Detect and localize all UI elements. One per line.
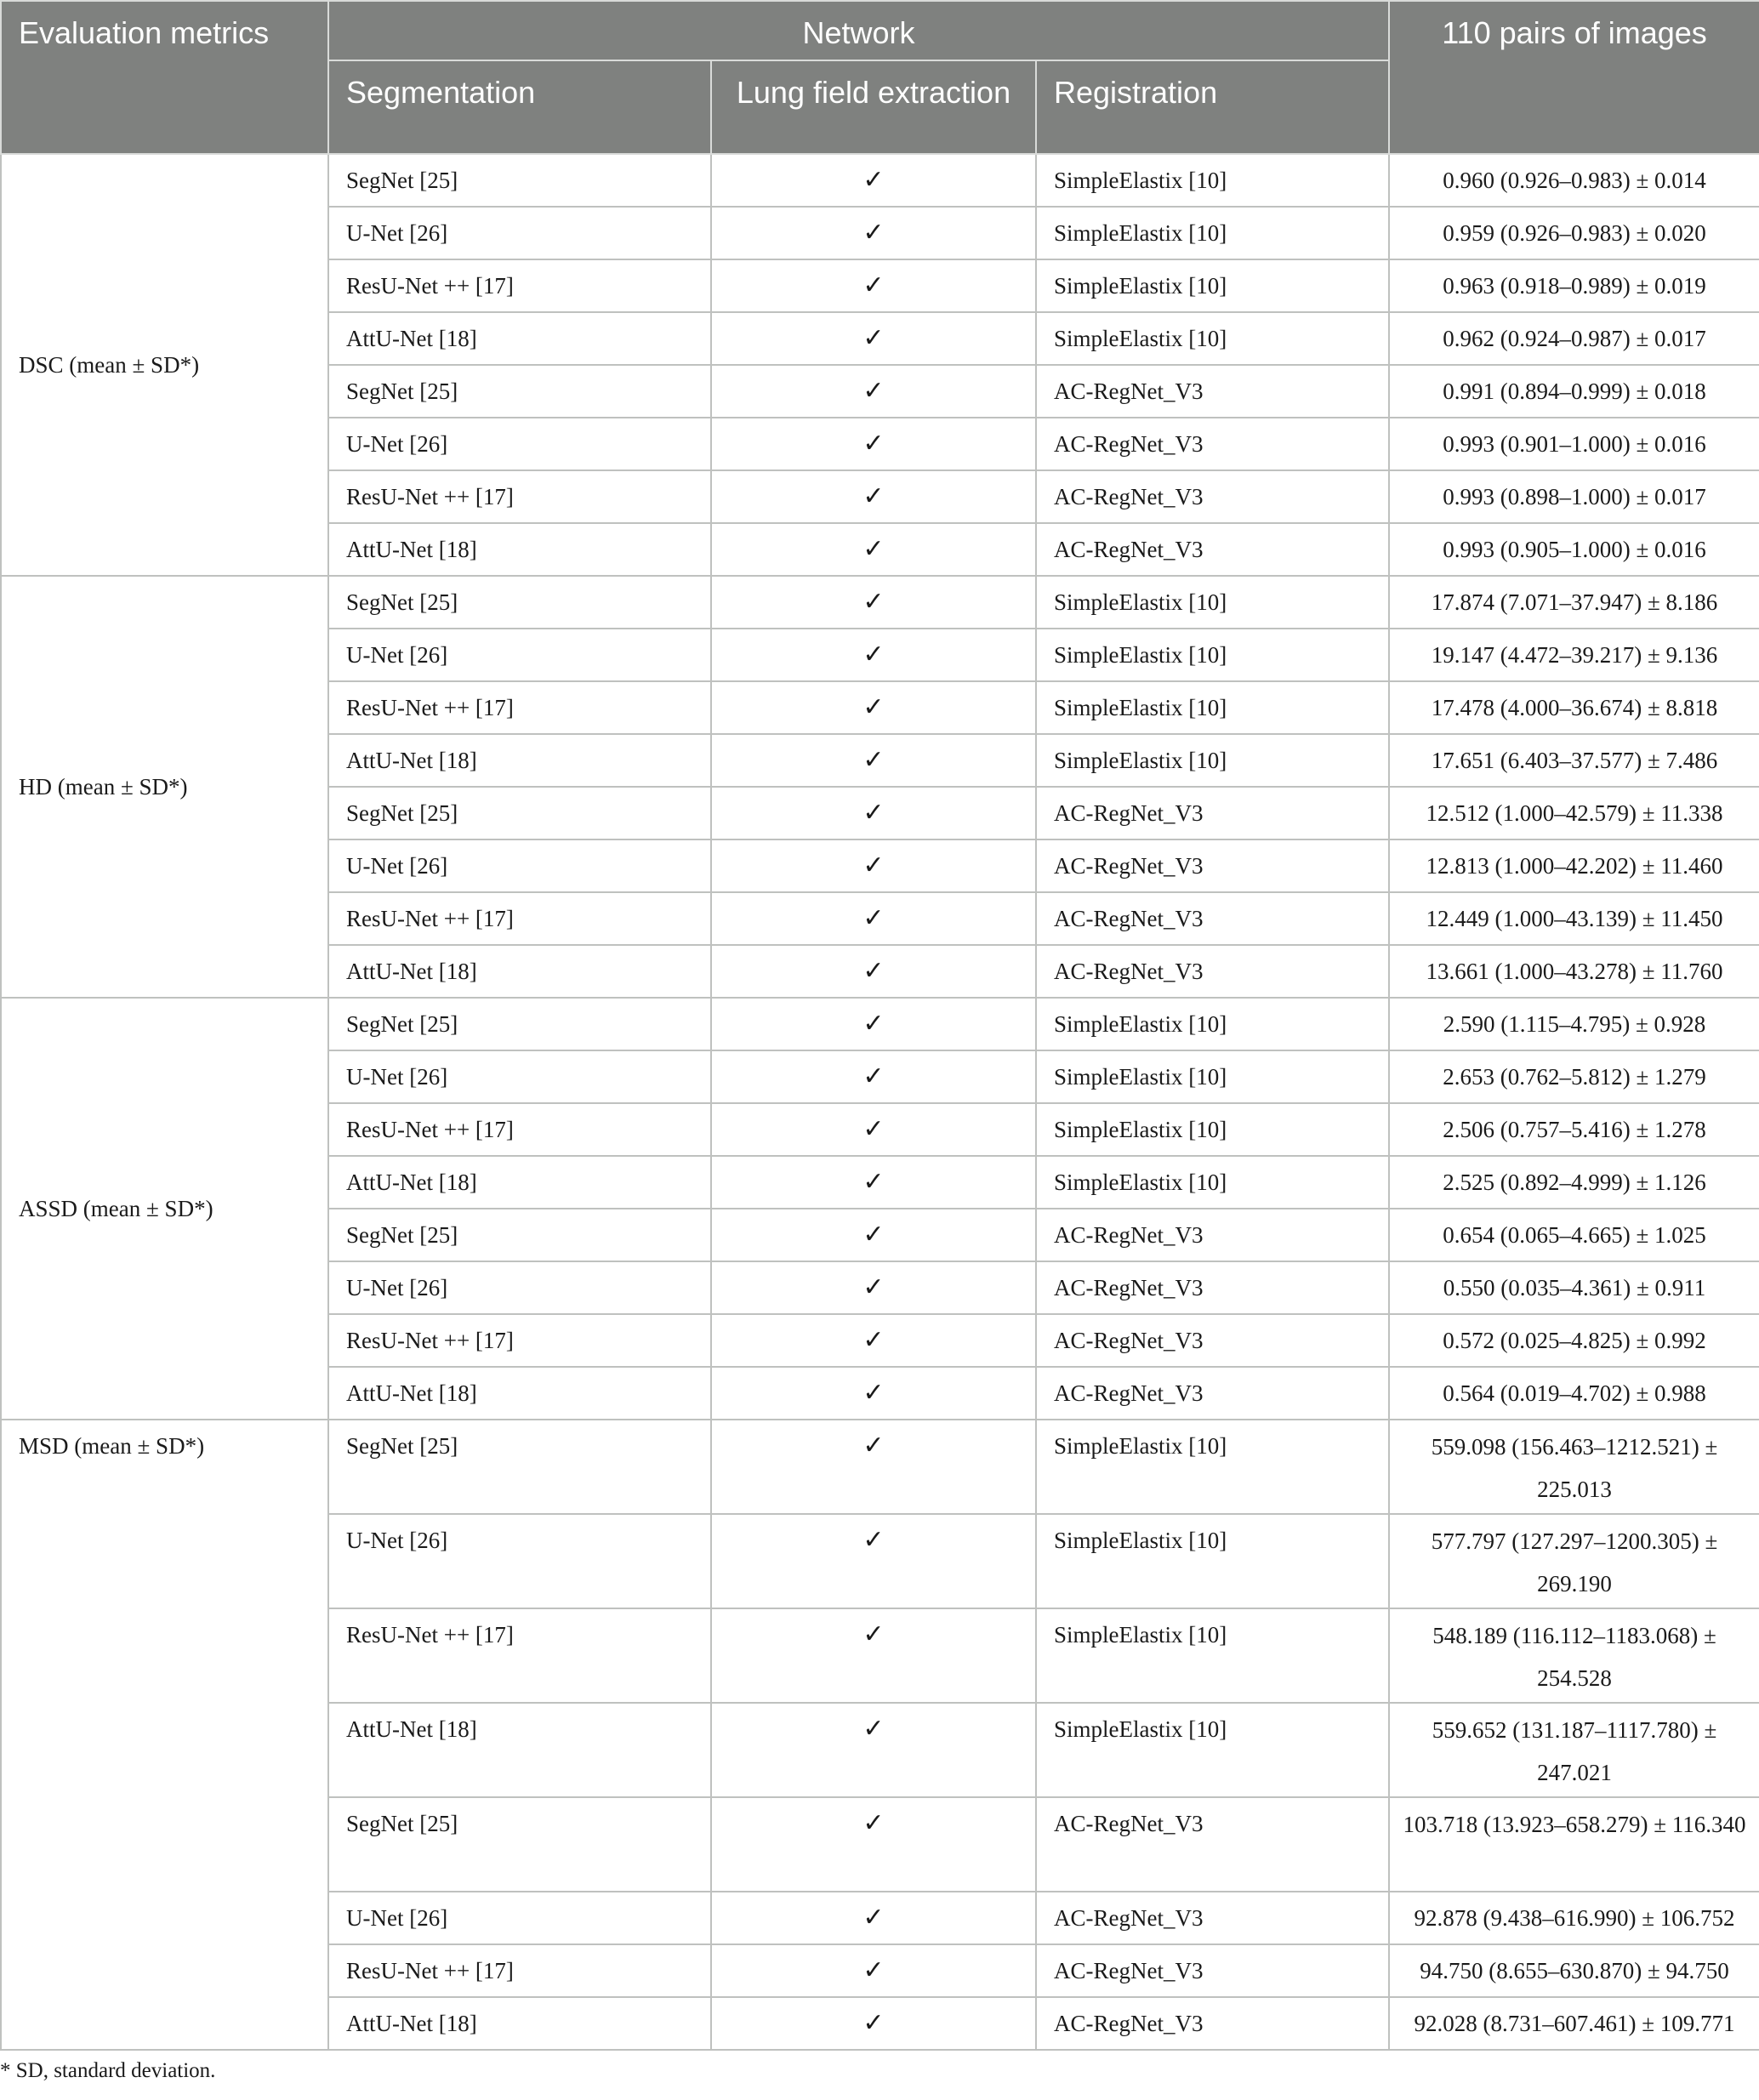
metric-value-cell: 2.653 (0.762–5.812) ± 1.279 <box>1389 1050 1759 1103</box>
lung-extraction-check-icon: ✓ <box>711 945 1036 998</box>
lung-extraction-check-icon: ✓ <box>711 1314 1036 1367</box>
metric-value-cell: 0.993 (0.905–1.000) ± 0.016 <box>1389 523 1759 576</box>
metric-value-cell: 103.718 (13.923–658.279) ± 116.340 <box>1389 1797 1759 1892</box>
metric-cell: HD (mean ± SD*) <box>1 576 328 998</box>
registration-cell: SimpleElastix [10] <box>1036 1156 1389 1209</box>
registration-cell: SimpleElastix [10] <box>1036 154 1389 207</box>
segmentation-cell: AttU-Net [18] <box>328 523 711 576</box>
segmentation-cell: ResU-Net ++ [17] <box>328 470 711 523</box>
metric-value-cell: 0.960 (0.926–0.983) ± 0.014 <box>1389 154 1759 207</box>
metric-value-cell: 2.590 (1.115–4.795) ± 0.928 <box>1389 998 1759 1050</box>
segmentation-cell: SegNet [25] <box>328 576 711 629</box>
lung-extraction-check-icon: ✓ <box>711 787 1036 839</box>
metric-value-cell: 0.550 (0.035–4.361) ± 0.911 <box>1389 1261 1759 1314</box>
segmentation-cell: AttU-Net [18] <box>328 945 711 998</box>
lung-extraction-check-icon: ✓ <box>711 1367 1036 1420</box>
metric-value-cell: 0.991 (0.894–0.999) ± 0.018 <box>1389 365 1759 418</box>
metric-value-cell: 2.525 (0.892–4.999) ± 1.126 <box>1389 1156 1759 1209</box>
header-network: Network <box>328 1 1389 60</box>
table-row <box>1 154 1759 207</box>
segmentation-cell: ResU-Net ++ [17] <box>328 1314 711 1367</box>
table-row <box>1 576 1759 629</box>
lung-extraction-check-icon: ✓ <box>711 1797 1036 1892</box>
registration-cell: SimpleElastix [10] <box>1036 207 1389 259</box>
metric-value-cell: 548.189 (116.112–1183.068) ± 254.528 <box>1389 1608 1759 1703</box>
segmentation-cell: AttU-Net [18] <box>328 1156 711 1209</box>
lung-extraction-check-icon: ✓ <box>711 365 1036 418</box>
lung-extraction-check-icon: ✓ <box>711 1892 1036 1944</box>
lung-extraction-check-icon: ✓ <box>711 1050 1036 1103</box>
metric-value-cell: 17.478 (4.000–36.674) ± 8.818 <box>1389 681 1759 734</box>
registration-cell: AC-RegNet_V3 <box>1036 1209 1389 1261</box>
registration-cell: AC-RegNet_V3 <box>1036 1797 1389 1892</box>
lung-extraction-check-icon: ✓ <box>711 1514 1036 1608</box>
lung-extraction-check-icon: ✓ <box>711 207 1036 259</box>
segmentation-cell: U-Net [26] <box>328 418 711 470</box>
segmentation-cell: SegNet [25] <box>328 787 711 839</box>
segmentation-cell: SegNet [25] <box>328 365 711 418</box>
metric-value-cell: 17.651 (6.403–37.577) ± 7.486 <box>1389 734 1759 787</box>
lung-extraction-check-icon: ✓ <box>711 681 1036 734</box>
metric-value-cell: 0.959 (0.926–0.983) ± 0.020 <box>1389 207 1759 259</box>
registration-cell: AC-RegNet_V3 <box>1036 892 1389 945</box>
metric-value-cell: 0.993 (0.898–1.000) ± 0.017 <box>1389 470 1759 523</box>
metric-value-cell: 2.506 (0.757–5.416) ± 1.278 <box>1389 1103 1759 1156</box>
segmentation-cell: AttU-Net [18] <box>328 1703 711 1797</box>
registration-cell: AC-RegNet_V3 <box>1036 787 1389 839</box>
lung-extraction-check-icon: ✓ <box>711 839 1036 892</box>
segmentation-cell: U-Net [26] <box>328 1261 711 1314</box>
header-evaluation-metrics: Evaluation metrics <box>1 1 328 154</box>
segmentation-cell: AttU-Net [18] <box>328 1997 711 2050</box>
metric-value-cell: 12.512 (1.000–42.579) ± 11.338 <box>1389 787 1759 839</box>
metric-value-cell: 12.449 (1.000–43.139) ± 11.450 <box>1389 892 1759 945</box>
table-body <box>1 154 1759 2050</box>
lung-extraction-check-icon: ✓ <box>711 312 1036 365</box>
table-row <box>1 998 1759 1050</box>
metric-value-cell: 17.874 (7.071–37.947) ± 8.186 <box>1389 576 1759 629</box>
table-header <box>1 1 1759 154</box>
segmentation-cell: SegNet [25] <box>328 1797 711 1892</box>
segmentation-cell: ResU-Net ++ [17] <box>328 681 711 734</box>
registration-cell: SimpleElastix [10] <box>1036 1420 1389 1514</box>
registration-cell: AC-RegNet_V3 <box>1036 365 1389 418</box>
registration-cell: AC-RegNet_V3 <box>1036 1261 1389 1314</box>
segmentation-cell: ResU-Net ++ [17] <box>328 1944 711 1997</box>
header-pairs-of-images: 110 pairs of images <box>1389 1 1759 154</box>
segmentation-cell: U-Net [26] <box>328 839 711 892</box>
segmentation-cell: SegNet [25] <box>328 998 711 1050</box>
metric-value-cell: 12.813 (1.000–42.202) ± 11.460 <box>1389 839 1759 892</box>
lung-extraction-check-icon: ✓ <box>711 1103 1036 1156</box>
metric-value-cell: 13.661 (1.000–43.278) ± 11.760 <box>1389 945 1759 998</box>
registration-cell: AC-RegNet_V3 <box>1036 1892 1389 1944</box>
metric-value-cell: 0.993 (0.901–1.000) ± 0.016 <box>1389 418 1759 470</box>
header-segmentation: Segmentation <box>328 60 711 154</box>
lung-extraction-check-icon: ✓ <box>711 1944 1036 1997</box>
segmentation-cell: ResU-Net ++ [17] <box>328 259 711 312</box>
lung-extraction-check-icon: ✓ <box>711 470 1036 523</box>
registration-cell: SimpleElastix [10] <box>1036 1050 1389 1103</box>
registration-cell: AC-RegNet_V3 <box>1036 1367 1389 1420</box>
registration-cell: AC-RegNet_V3 <box>1036 945 1389 998</box>
lung-extraction-check-icon: ✓ <box>711 1997 1036 2050</box>
header-lung-field-extraction: Lung field extraction <box>711 60 1036 154</box>
table-row <box>1 1420 1759 1514</box>
registration-cell: SimpleElastix [10] <box>1036 734 1389 787</box>
metric-value-cell: 92.878 (9.438–616.990) ± 106.752 <box>1389 1892 1759 1944</box>
segmentation-cell: SegNet [25] <box>328 154 711 207</box>
metric-value-cell: 0.962 (0.924–0.987) ± 0.017 <box>1389 312 1759 365</box>
registration-cell: SimpleElastix [10] <box>1036 998 1389 1050</box>
lung-extraction-check-icon: ✓ <box>711 629 1036 681</box>
lung-extraction-check-icon: ✓ <box>711 998 1036 1050</box>
metric-value-cell: 92.028 (8.731–607.461) ± 109.771 <box>1389 1997 1759 2050</box>
segmentation-cell: SegNet [25] <box>328 1420 711 1514</box>
segmentation-cell: AttU-Net [18] <box>328 312 711 365</box>
lung-extraction-check-icon: ✓ <box>711 418 1036 470</box>
registration-cell: SimpleElastix [10] <box>1036 259 1389 312</box>
registration-cell: SimpleElastix [10] <box>1036 1608 1389 1703</box>
lung-extraction-check-icon: ✓ <box>711 1209 1036 1261</box>
registration-cell: SimpleElastix [10] <box>1036 1703 1389 1797</box>
lung-extraction-check-icon: ✓ <box>711 1608 1036 1703</box>
metric-cell: ASSD (mean ± SD*) <box>1 998 328 1420</box>
metric-value-cell: 0.654 (0.065–4.665) ± 1.025 <box>1389 1209 1759 1261</box>
metric-value-cell: 559.098 (156.463–1212.521) ± 225.013 <box>1389 1420 1759 1514</box>
metric-value-cell: 559.652 (131.187–1117.780) ± 247.021 <box>1389 1703 1759 1797</box>
lung-extraction-check-icon: ✓ <box>711 1703 1036 1797</box>
segmentation-cell: U-Net [26] <box>328 1514 711 1608</box>
registration-cell: AC-RegNet_V3 <box>1036 839 1389 892</box>
segmentation-cell: U-Net [26] <box>328 629 711 681</box>
metric-value-cell: 19.147 (4.472–39.217) ± 9.136 <box>1389 629 1759 681</box>
segmentation-cell: AttU-Net [18] <box>328 1367 711 1420</box>
metric-value-cell: 577.797 (127.297–1200.305) ± 269.190 <box>1389 1514 1759 1608</box>
registration-cell: SimpleElastix [10] <box>1036 629 1389 681</box>
segmentation-cell: ResU-Net ++ [17] <box>328 1608 711 1703</box>
registration-cell: AC-RegNet_V3 <box>1036 470 1389 523</box>
table-footnote: * SD, standard deviation. <box>0 2059 216 2082</box>
registration-cell: SimpleElastix [10] <box>1036 1103 1389 1156</box>
metric-value-cell: 0.963 (0.918–0.989) ± 0.019 <box>1389 259 1759 312</box>
lung-extraction-check-icon: ✓ <box>711 1261 1036 1314</box>
metric-value-cell: 94.750 (8.655–630.870) ± 94.750 <box>1389 1944 1759 1997</box>
registration-cell: AC-RegNet_V3 <box>1036 1944 1389 1997</box>
lung-extraction-check-icon: ✓ <box>711 154 1036 207</box>
segmentation-cell: AttU-Net [18] <box>328 734 711 787</box>
metric-cell: MSD (mean ± SD*) <box>1 1420 328 2050</box>
registration-cell: SimpleElastix [10] <box>1036 681 1389 734</box>
lung-extraction-check-icon: ✓ <box>711 1420 1036 1514</box>
lung-extraction-check-icon: ✓ <box>711 1156 1036 1209</box>
registration-cell: SimpleElastix [10] <box>1036 1514 1389 1608</box>
metric-value-cell: 0.564 (0.019–4.702) ± 0.988 <box>1389 1367 1759 1420</box>
lung-extraction-check-icon: ✓ <box>711 259 1036 312</box>
registration-cell: AC-RegNet_V3 <box>1036 523 1389 576</box>
lung-extraction-check-icon: ✓ <box>711 892 1036 945</box>
metric-cell: DSC (mean ± SD*) <box>1 154 328 576</box>
segmentation-cell: ResU-Net ++ [17] <box>328 892 711 945</box>
header-registration: Registration <box>1036 60 1389 154</box>
segmentation-cell: SegNet [25] <box>328 1209 711 1261</box>
registration-cell: SimpleElastix [10] <box>1036 576 1389 629</box>
lung-extraction-check-icon: ✓ <box>711 734 1036 787</box>
segmentation-cell: U-Net [26] <box>328 1050 711 1103</box>
lung-extraction-check-icon: ✓ <box>711 523 1036 576</box>
registration-cell: AC-RegNet_V3 <box>1036 1997 1389 2050</box>
registration-cell: SimpleElastix [10] <box>1036 312 1389 365</box>
registration-cell: AC-RegNet_V3 <box>1036 418 1389 470</box>
metric-value-cell: 0.572 (0.025–4.825) ± 0.992 <box>1389 1314 1759 1367</box>
segmentation-cell: ResU-Net ++ [17] <box>328 1103 711 1156</box>
registration-cell: AC-RegNet_V3 <box>1036 1314 1389 1367</box>
segmentation-cell: U-Net [26] <box>328 207 711 259</box>
lung-extraction-check-icon: ✓ <box>711 576 1036 629</box>
segmentation-cell: U-Net [26] <box>328 1892 711 1944</box>
